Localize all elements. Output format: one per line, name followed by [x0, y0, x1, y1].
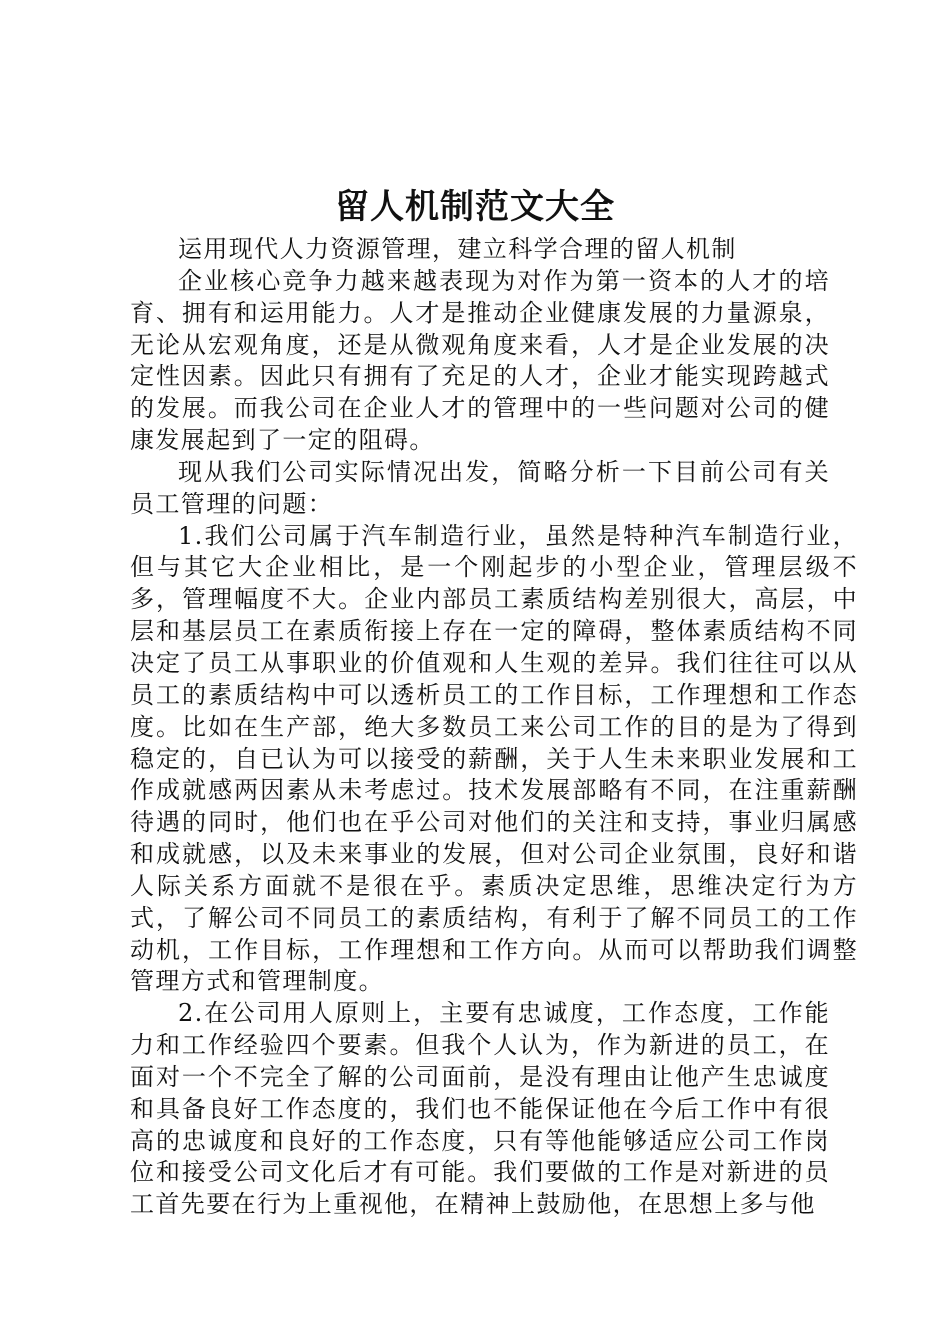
paragraph-analysis-lead: 现从我们公司实际情况出发，简略分析一下目前公司有关员工管理的问题： [130, 457, 830, 518]
paragraph-point-2: 2.在公司用人原则上，主要有忠诚度，工作态度，工作能力和工作经验四个要素。但我个人认为，作为新进的员工，在面对一个不完全了解的公司面前，是没有理由让他产生忠诚度和具备良好工作态度的，我们也不能保证他在今后工作中有很高的忠诚度和良好的工作态度，只有等他能够适应公司工作岗位和接受公司文化后才有可能。我们要做的工作是对新进的员工首先要在行为上重视他，在精神上鼓励他，在思想上多与他 [130, 999, 830, 1219]
paragraph-intro: 企业核心竞争力越来越表现为对作为第一资本的人才的培育、拥有和运用能力。人才是推动企业健康发展的力量源泉，无论从宏观角度，还是从微观角度来看，人才是企业发展的决定性因素。因此只有拥有了充足的人才，企业才能实现跨越式的发展。而我公司在企业人才的管理中的一些问题对公司的健康发展起到了一定的阻碍。 [130, 266, 830, 455]
document-body [130, 234, 858, 1221]
paragraph-subtitle: 运用现代人力资源管理，建立科学合理的留人机制 [178, 235, 737, 263]
document-title: 留人机制范文大全 [335, 187, 615, 227]
paragraph-point-1: 1.我们公司属于汽车制造行业，虽然是特种汽车制造行业，但与其它大企业相比，是一个刚起步的小型企业，管理层级不多，管理幅度不大。企业内部员工素质结构差别很大，高层，中层和基层员工在素质衔接上存在一定的障碍，整体素质结构不同决定了员工从事职业的价值观和人生观的差异。我们往往可以从员工的素质结构中可以透析员工的工作目标，工作理想和工作态度。比如在生产部，绝大多数员工来公司工作的目的是为了得到稳定的，自已认为可以接受的薪酬，关于人生未来职业发展和工作成就感两因素从未考虑过。技术发展部略有不同，在注重薪酬待遇的同时，他们也在乎公司对他们的关注和支持，事业归属感和成就感，以及未来事业的发展，但对公司企业氛围，良好和谐人际关系方面就不是很在乎。素质决定思维，思维决定行为方式，了解公司不同员工的素质结构，有利于了解不同员工的工作动机，工作目标，工作理想和工作方向。从而可以帮助我们调整管理方式和管理制度。 [130, 521, 858, 996]
